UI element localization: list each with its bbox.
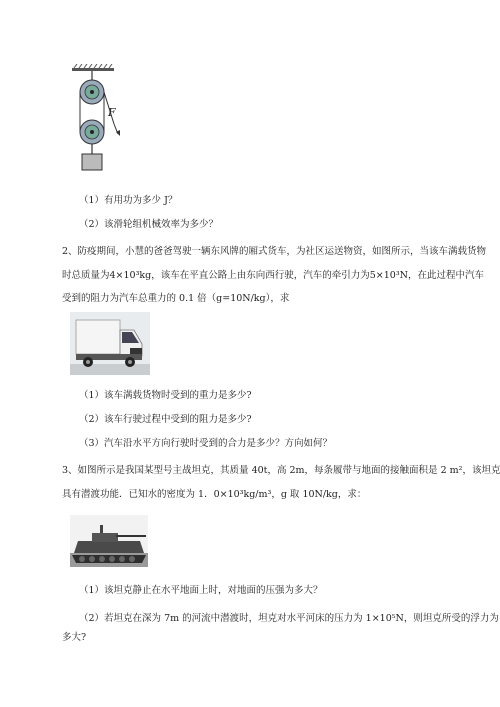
- q2-sub2: （2）该车行驶过程中受到的阻力是多少?: [79, 414, 252, 425]
- q2-line3: 受到的阻力为汽车总重力的 0.1 倍（g=10N/kg），求: [62, 293, 290, 304]
- force-label: F: [108, 106, 116, 119]
- q3-line2: 具有潜渡功能．已知水的密度为 1．0×10³kg/m³，g 取 10N/kg，求：: [62, 489, 367, 500]
- q2-sub3: （3）汽车沿水平方向行驶时受到的合力是多少？方向如何？: [79, 438, 333, 449]
- q2-sub1: （1）该车满载货物时受到的重力是多少?: [79, 390, 252, 401]
- q3-line1: 3、如图所示是我国某型号主战坦克，其质量 40t，高 2m，每条履带与地面的接触面积是 2 m²，该坦克: [62, 465, 500, 476]
- q3-sub2: （2）若坦克在深为 7m 的河流中潜渡时，坦克对水平河床的压力为 1×10⁵N，则坦克所受的浮力为: [79, 613, 499, 624]
- q3-sub1: （1）该坦克静止在水平地面上时，对地面的压强为多大？: [79, 585, 323, 596]
- q1-sub2: （2）该滑轮组机械效率为多少？: [79, 219, 219, 230]
- tank-photo: [70, 515, 148, 567]
- q1-sub1: （1）有用功为多少 J？: [79, 195, 178, 206]
- q2-line2: 时总质量为4×10³kg，该车在平直公路上由东向西行驶，汽车的牵引力为5×10³N，在此过程中汽车: [62, 270, 484, 281]
- pulley-figure: [66, 64, 126, 174]
- q2-line1: 2、防疫期间，小慧的爸爸驾驶一辆东风牌的厢式货车，为社区运送物资，如图所示，当该车满载货物: [62, 246, 487, 257]
- q3-sub2b: 多大?: [62, 632, 87, 643]
- truck-photo: [70, 312, 150, 375]
